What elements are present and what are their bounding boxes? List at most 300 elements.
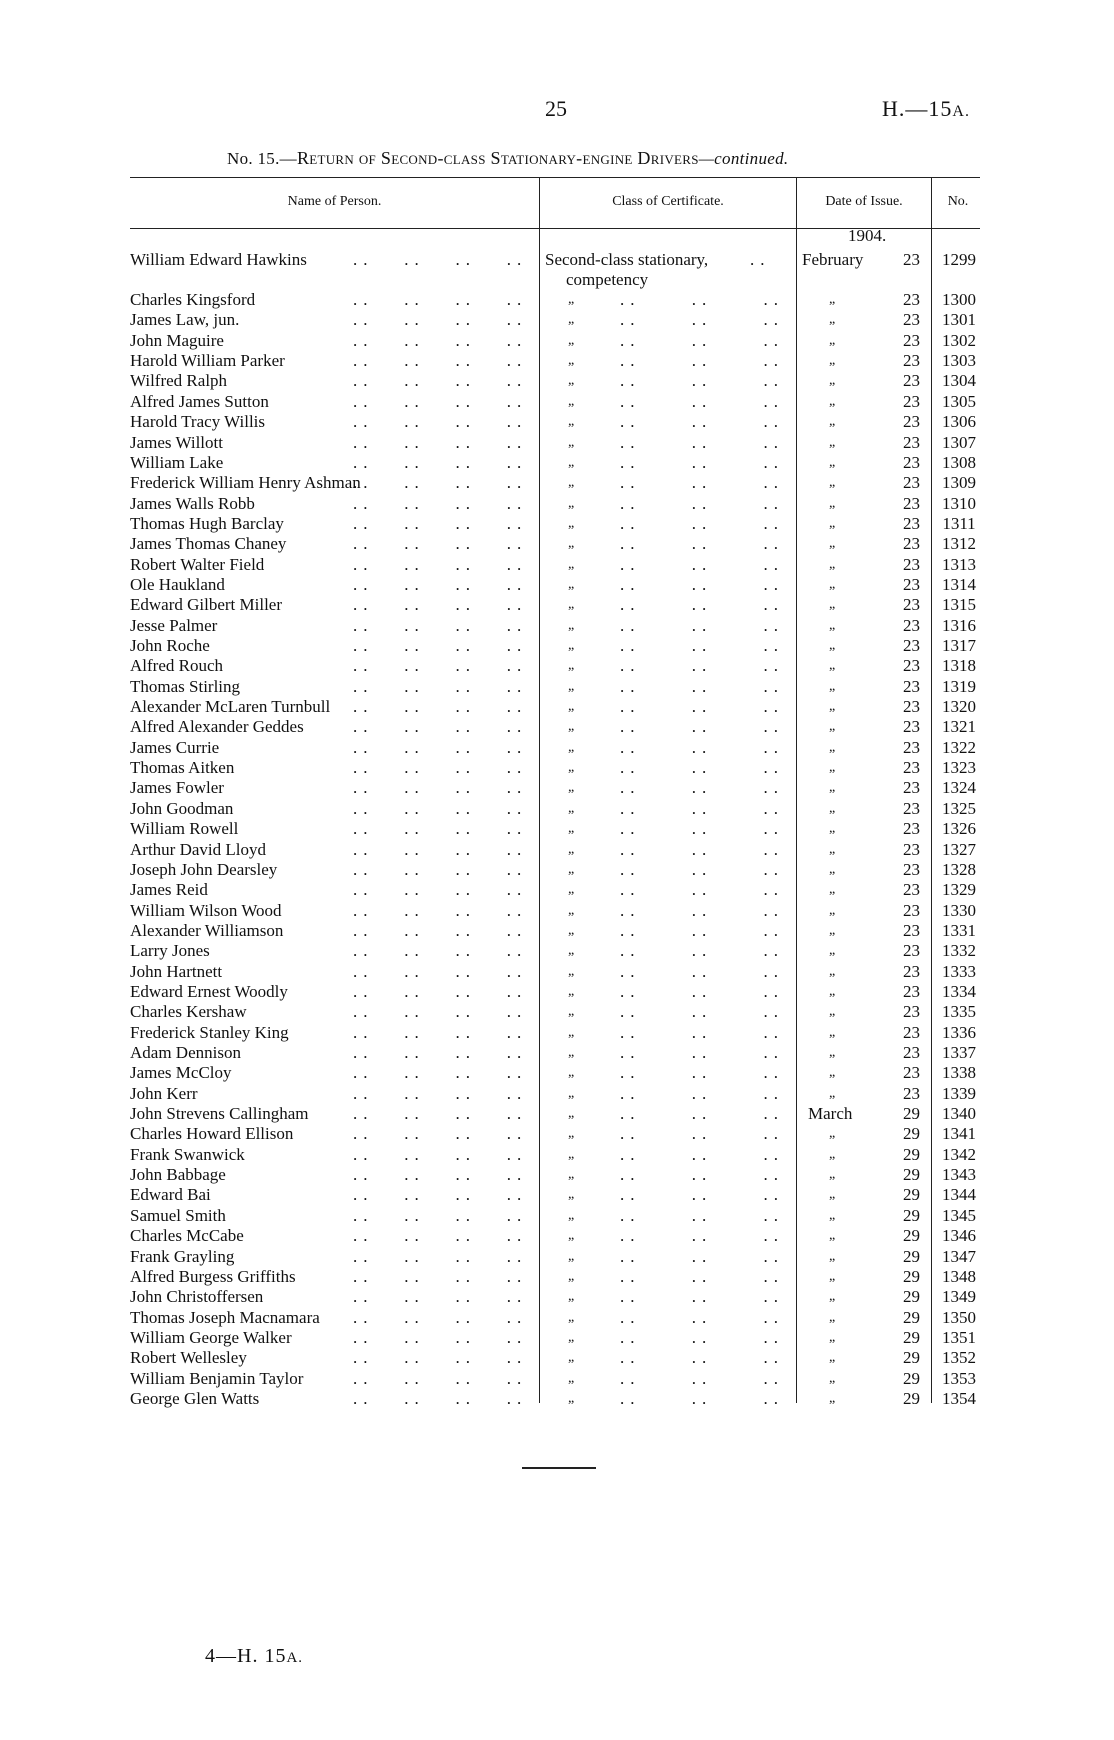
issue-day: 23 — [903, 1022, 920, 1042]
issue-day: 23 — [903, 920, 920, 940]
issue-month: „ — [829, 332, 836, 348]
certificate-class: „ — [568, 1228, 575, 1244]
certificate-class: „ — [568, 1187, 575, 1203]
person-name: Charles McCabe — [130, 1226, 244, 1246]
class-continuation-line — [0, 270, 1114, 290]
certificate-number: 1318 — [942, 656, 976, 676]
issue-day: 23 — [903, 697, 920, 716]
table-row — [0, 921, 1114, 941]
person-name: Charles Kingsford — [130, 290, 256, 309]
person-name: Harold William Parker — [130, 351, 285, 371]
certificate-number: 1317 — [942, 636, 976, 655]
issue-day: 29 — [903, 1327, 920, 1347]
leader-dots: .. .. .. — [620, 819, 784, 839]
leader-dots: .. .. .. .. — [353, 1185, 528, 1205]
issue-month: „ — [829, 861, 836, 877]
leader-dots: .. .. .. — [620, 859, 784, 879]
table-row — [0, 392, 1114, 412]
issue-day: 23 — [903, 1083, 920, 1103]
leader-dots: .. .. .. — [620, 880, 784, 900]
certificate-class: „ — [568, 739, 575, 755]
signature-prefix: 4—H. 15 — [205, 1645, 287, 1667]
leader-dots: .. .. .. .. — [353, 290, 528, 309]
table-row — [0, 982, 1114, 1002]
certificate-number: 1324 — [942, 778, 976, 798]
issue-day: 23 — [903, 819, 920, 839]
column-header-date: Date of Issue. — [825, 194, 903, 209]
table-row — [0, 1104, 1114, 1124]
certificate-number: 1315 — [942, 595, 976, 615]
table-row — [0, 656, 1114, 676]
certificate-number: 1343 — [942, 1165, 976, 1185]
person-name: Alfred James Sutton — [130, 391, 269, 411]
certificate-number: 1341 — [942, 1124, 976, 1144]
certificate-class: „ — [568, 1167, 575, 1183]
certificate-number: 1323 — [942, 758, 976, 777]
table-row — [0, 962, 1114, 982]
issue-month: „ — [829, 1065, 836, 1081]
person-name: John Christoffersen — [130, 1287, 264, 1307]
certificate-number: 1350 — [942, 1307, 976, 1327]
certificate-number: 1304 — [942, 371, 976, 391]
issue-day: 23 — [903, 452, 920, 472]
table-title-no: No. 15.— — [227, 149, 297, 168]
table-row — [0, 941, 1114, 961]
issue-day: 23 — [903, 758, 920, 777]
certificate-number: 1351 — [942, 1327, 976, 1347]
certificate-class: „ — [568, 699, 575, 714]
certificate-class: „ — [568, 1309, 575, 1325]
certificate-class: „ — [568, 515, 575, 531]
issue-day: 29 — [903, 1124, 920, 1144]
person-name: Ole Haukland — [130, 574, 225, 594]
leader-dots: .. .. .. — [620, 371, 784, 391]
leader-dots: .. .. .. — [620, 737, 784, 757]
leader-dots: .. .. .. — [620, 534, 784, 554]
certificate-number: 1352 — [942, 1348, 976, 1368]
certificate-number: 1344 — [942, 1185, 976, 1205]
person-name: Frank Grayling — [130, 1246, 235, 1266]
leader-dots: .. .. .. .. — [353, 554, 528, 574]
issue-month: „ — [829, 1289, 836, 1305]
leader-dots: .. .. .. — [620, 1144, 784, 1164]
person-name: Charles Kershaw — [130, 1002, 247, 1022]
person-name: Thomas Hugh Barclay — [130, 513, 284, 533]
certificate-class: „ — [568, 597, 575, 613]
issue-day: 23 — [903, 473, 920, 493]
column-header-no: No. — [947, 194, 969, 209]
person-name: Alfred Alexander Geddes — [130, 717, 304, 737]
issue-month: „ — [829, 1350, 836, 1366]
issue-day: 29 — [903, 1388, 920, 1408]
issue-day: 29 — [903, 1287, 920, 1307]
certificate-class: „ — [568, 882, 575, 898]
certificate-class: „ — [568, 393, 575, 409]
issue-day: 29 — [903, 1348, 920, 1368]
leader-dots: .. .. .. — [620, 1226, 784, 1246]
table-row — [0, 1226, 1114, 1246]
issue-month: „ — [829, 1228, 836, 1244]
issue-month: „ — [829, 1268, 836, 1284]
leader-dots: .. .. .. — [620, 1165, 784, 1185]
leader-dots: .. .. .. — [620, 961, 784, 981]
issue-day: 29 — [903, 1266, 920, 1286]
certificate-class: „ — [568, 638, 575, 653]
certificate-number: 1325 — [942, 798, 976, 818]
leader-dots: .. .. .. — [620, 493, 784, 513]
leader-dots: .. .. .. — [620, 1022, 784, 1042]
issue-month: „ — [829, 963, 836, 979]
issue-day: 23 — [903, 981, 920, 1001]
table-row — [0, 636, 1114, 656]
issue-month: „ — [829, 1187, 836, 1203]
person-name: Thomas Aitken — [130, 758, 235, 777]
person-name: Harold Tracy Willis — [130, 412, 266, 432]
certificate-number: 1328 — [942, 859, 976, 879]
leader-dots: .. .. .. — [620, 981, 784, 1001]
person-name: George Glen Watts — [130, 1388, 260, 1408]
issue-day: 23 — [903, 1043, 920, 1062]
certificate-class: „ — [568, 414, 575, 430]
issue-month: „ — [829, 312, 836, 328]
issue-month: „ — [829, 841, 836, 857]
leader-dots: .. .. .. — [620, 351, 784, 371]
table-row — [0, 1328, 1114, 1348]
certificate-class: „ — [568, 373, 575, 389]
leader-dots: .. .. .. — [620, 1348, 784, 1368]
issue-day: 23 — [903, 900, 920, 920]
certificate-class: „ — [568, 475, 575, 491]
table-row — [0, 595, 1114, 615]
table-row — [0, 514, 1114, 534]
issue-month: March — [808, 1104, 853, 1123]
certificate-number: 1299 — [942, 250, 976, 269]
reference-suffix: A. — [952, 103, 970, 120]
issue-day: 23 — [903, 1002, 920, 1022]
person-name: James Willott — [130, 432, 223, 452]
table-row — [0, 758, 1114, 778]
issue-month: „ — [829, 719, 836, 735]
table-top-rule — [130, 177, 980, 178]
person-name: Alfred Burgess Griffiths — [130, 1266, 296, 1286]
table-row — [0, 555, 1114, 575]
leader-dots: .. .. .. .. — [353, 250, 528, 269]
leader-dots: .. .. .. .. — [353, 391, 528, 411]
leader-dots: .. .. .. .. — [353, 1368, 528, 1388]
certificate-number: 1319 — [942, 676, 976, 696]
leader-dots: .. .. .. — [620, 697, 784, 716]
leader-dots: .. .. .. — [620, 676, 784, 696]
issue-month: „ — [829, 1167, 836, 1183]
issue-month: „ — [829, 983, 836, 999]
leader-dots: .. .. .. .. — [353, 473, 528, 493]
person-name: Robert Wellesley — [130, 1348, 247, 1368]
issue-month: „ — [829, 1329, 836, 1345]
certificate-class: „ — [568, 678, 575, 694]
reference-prefix: H.—15 — [882, 96, 953, 121]
issue-day: 23 — [903, 513, 920, 533]
leader-dots: .. .. .. — [620, 615, 784, 635]
certificate-number: 1345 — [942, 1205, 976, 1225]
leader-dots: .. .. .. — [620, 1388, 784, 1408]
leader-dots: .. .. .. — [620, 574, 784, 594]
leader-dots: .. .. .. — [620, 1287, 784, 1307]
certificate-number: 1340 — [942, 1104, 976, 1123]
issue-day: 23 — [903, 941, 920, 961]
issue-month: „ — [829, 699, 836, 714]
year-heading: 1904. — [848, 226, 887, 245]
issue-month: „ — [829, 1045, 836, 1060]
issue-month: „ — [829, 414, 836, 430]
signature-suffix: A. — [286, 1650, 304, 1666]
leader-dots: .. .. .. .. — [353, 1348, 528, 1368]
person-name: James McCloy — [130, 1063, 232, 1083]
issue-month: „ — [829, 821, 836, 837]
leader-dots: .. .. .. .. — [353, 1287, 528, 1307]
certificate-class: „ — [568, 1268, 575, 1284]
leader-dots: .. .. .. — [620, 758, 784, 777]
page-number: 25 — [545, 96, 567, 121]
leader-dots: .. — [750, 250, 771, 269]
person-name: James Walls Robb — [130, 493, 255, 513]
table-row — [0, 1348, 1114, 1368]
leader-dots: .. .. .. .. — [353, 1388, 528, 1408]
certificate-number: 1310 — [942, 493, 976, 513]
leader-dots: .. .. .. — [620, 452, 784, 472]
issue-day: 23 — [903, 250, 920, 269]
certificate-number: 1349 — [942, 1287, 976, 1307]
issue-month: „ — [829, 1390, 836, 1406]
leader-dots: .. .. .. — [620, 1185, 784, 1205]
certificate-class: „ — [568, 658, 575, 674]
issue-day: 29 — [903, 1185, 920, 1205]
person-name: Robert Walter Field — [130, 554, 265, 574]
issue-day: 23 — [903, 636, 920, 655]
class-continuation: competency — [566, 270, 649, 289]
certificate-number: 1312 — [942, 534, 976, 554]
table-row — [0, 1002, 1114, 1022]
table-row — [0, 534, 1114, 554]
person-name: Edward Ernest Woodly — [130, 981, 288, 1001]
person-name: Edward Gilbert Miller — [130, 595, 283, 615]
issue-day: 23 — [903, 798, 920, 818]
leader-dots: .. .. .. .. — [353, 636, 528, 655]
leader-dots: .. .. .. .. — [353, 452, 528, 472]
leader-dots: .. .. .. .. — [353, 432, 528, 452]
leader-dots: .. .. .. — [620, 900, 784, 920]
issue-month: „ — [829, 556, 836, 572]
certificate-class: „ — [568, 841, 575, 857]
table-row — [0, 1084, 1114, 1104]
issue-day: 23 — [903, 432, 920, 452]
certificate-number: 1337 — [942, 1043, 976, 1062]
issue-day: 23 — [903, 534, 920, 554]
issue-day: 23 — [903, 290, 920, 309]
leader-dots: .. .. .. — [620, 1327, 784, 1347]
leader-dots: .. .. .. .. — [353, 900, 528, 920]
person-name: James Law, jun. — [130, 310, 240, 330]
table-row — [0, 738, 1114, 758]
leader-dots: .. .. .. — [620, 1124, 784, 1144]
table-row — [0, 331, 1114, 351]
person-name: Joseph John Dearsley — [130, 859, 278, 879]
leader-dots: .. .. .. — [620, 1368, 784, 1388]
person-name: John Kerr — [130, 1083, 198, 1103]
leader-dots: .. .. .. .. — [353, 1205, 528, 1225]
certificate-number: 1320 — [942, 697, 976, 716]
leader-dots: .. .. .. — [620, 1205, 784, 1225]
issue-day: 23 — [903, 615, 920, 635]
certificate-class: „ — [568, 332, 575, 348]
table-row — [0, 290, 1114, 310]
issue-month: „ — [829, 515, 836, 531]
leader-dots: .. .. .. .. — [353, 778, 528, 798]
table-title-suffix: —continued. — [698, 149, 789, 168]
certificate-class: „ — [568, 1085, 575, 1101]
person-name: William George Walker — [130, 1327, 292, 1347]
person-name: William Benjamin Taylor — [130, 1368, 304, 1388]
leader-dots: .. .. .. .. — [353, 676, 528, 696]
leader-dots: .. .. .. .. — [353, 1063, 528, 1083]
column-header-class: Class of Certificate. — [612, 194, 724, 209]
table-row — [0, 351, 1114, 371]
table-row — [0, 1308, 1114, 1328]
issue-day: 29 — [903, 1226, 920, 1246]
issue-day: 23 — [903, 859, 920, 879]
leader-dots: .. .. .. .. — [353, 717, 528, 737]
leader-dots: .. .. .. — [620, 432, 784, 452]
issue-day: 23 — [903, 676, 920, 696]
issue-day: 29 — [903, 1368, 920, 1388]
issue-day: 29 — [903, 1104, 920, 1123]
issue-month: „ — [829, 1085, 836, 1101]
leader-dots: .. .. .. — [620, 1246, 784, 1266]
table-row — [0, 880, 1114, 900]
issue-month: „ — [829, 475, 836, 491]
issue-day: 23 — [903, 656, 920, 676]
person-name: James Fowler — [130, 778, 224, 798]
issue-month: „ — [829, 434, 836, 450]
certificate-class: „ — [568, 760, 575, 775]
person-name: Alexander Williamson — [130, 920, 284, 940]
certificate-class: „ — [568, 861, 575, 877]
leader-dots: .. .. .. — [620, 1307, 784, 1327]
leader-dots: .. .. .. .. — [353, 819, 528, 839]
certificate-class: „ — [568, 1004, 575, 1020]
leader-dots: .. .. .. — [620, 310, 784, 330]
issue-day: 23 — [903, 371, 920, 391]
issue-month: „ — [829, 800, 836, 816]
table-row — [0, 494, 1114, 514]
table-row — [0, 616, 1114, 636]
table-row — [0, 819, 1114, 839]
person-name: Thomas Stirling — [130, 676, 241, 696]
leader-dots: .. .. .. — [620, 798, 784, 818]
table-row — [0, 575, 1114, 595]
leader-dots: .. .. .. — [620, 1266, 784, 1286]
leader-dots: .. .. .. .. — [353, 351, 528, 371]
issue-month: „ — [829, 1309, 836, 1325]
issue-day: 29 — [903, 1205, 920, 1225]
certificate-class: „ — [568, 292, 575, 307]
certificate-class: „ — [568, 1207, 575, 1223]
issue-month: „ — [829, 1248, 836, 1264]
issue-month: „ — [829, 617, 836, 633]
certificate-number: 1307 — [942, 432, 976, 452]
leader-dots: .. .. .. .. — [353, 412, 528, 432]
table-row — [0, 473, 1114, 493]
person-name: Frederick Stanley King — [130, 1022, 289, 1042]
person-name: Adam Dennison — [130, 1043, 241, 1062]
person-name: Jesse Palmer — [130, 615, 218, 635]
table-row — [0, 799, 1114, 819]
issue-day: 29 — [903, 1165, 920, 1185]
issue-month: „ — [829, 882, 836, 898]
leader-dots: .. .. .. .. — [353, 1002, 528, 1022]
person-name: Wilfred Ralph — [130, 371, 228, 391]
certificate-class: „ — [568, 312, 575, 328]
person-name: Frank Swanwick — [130, 1144, 245, 1164]
table-row — [0, 677, 1114, 697]
table-row — [0, 717, 1114, 737]
person-name: William Wilson Wood — [130, 900, 282, 920]
table-row — [0, 250, 1114, 270]
certificate-number: 1326 — [942, 819, 976, 839]
issue-month: „ — [829, 658, 836, 674]
certificate-number: 1313 — [942, 554, 976, 574]
certificate-class: „ — [568, 943, 575, 959]
leader-dots: .. .. .. — [620, 656, 784, 676]
certificate-class: „ — [568, 1329, 575, 1345]
certificate-class: „ — [568, 963, 575, 979]
leader-dots: .. .. .. .. — [353, 1327, 528, 1347]
certificate-number: 1329 — [942, 880, 976, 900]
leader-dots: .. .. .. .. — [353, 1022, 528, 1042]
leader-dots: .. .. .. .. — [353, 310, 528, 330]
leader-dots: .. .. .. .. — [353, 920, 528, 940]
leader-dots: .. .. .. — [620, 920, 784, 940]
certificate-class: „ — [568, 1248, 575, 1264]
leader-dots: .. .. .. — [620, 513, 784, 533]
certificate-number: 1354 — [942, 1388, 976, 1408]
table-row — [0, 412, 1114, 432]
leader-dots: .. .. .. — [620, 473, 784, 493]
certificate-class: „ — [568, 495, 575, 511]
person-name: James Thomas Chaney — [130, 534, 287, 554]
certificate-class: „ — [568, 353, 575, 369]
table-title-main: Return of Second-class Stationary-engine Drivers — [296, 148, 699, 168]
issue-day: 23 — [903, 1063, 920, 1083]
leader-dots: .. .. .. — [620, 290, 784, 309]
leader-dots: .. .. .. .. — [353, 941, 528, 961]
leader-dots: .. .. .. .. — [353, 1165, 528, 1185]
leader-dots: .. .. .. .. — [353, 1226, 528, 1246]
certificate-class: „ — [568, 556, 575, 572]
certificate-number: 1308 — [942, 452, 976, 472]
issue-month: „ — [829, 393, 836, 409]
certificate-number: 1314 — [942, 574, 976, 594]
issue-month: „ — [829, 353, 836, 369]
certificate-class: „ — [568, 1106, 575, 1121]
certificate-class: „ — [568, 780, 575, 796]
certificate-class: „ — [568, 536, 575, 552]
person-name: Edward Bai — [130, 1185, 211, 1205]
person-name: John Roche — [130, 636, 210, 655]
issue-month: „ — [829, 760, 836, 775]
table-row — [0, 1185, 1114, 1205]
leader-dots: .. .. .. — [620, 717, 784, 737]
leader-dots: .. .. .. .. — [353, 1307, 528, 1327]
